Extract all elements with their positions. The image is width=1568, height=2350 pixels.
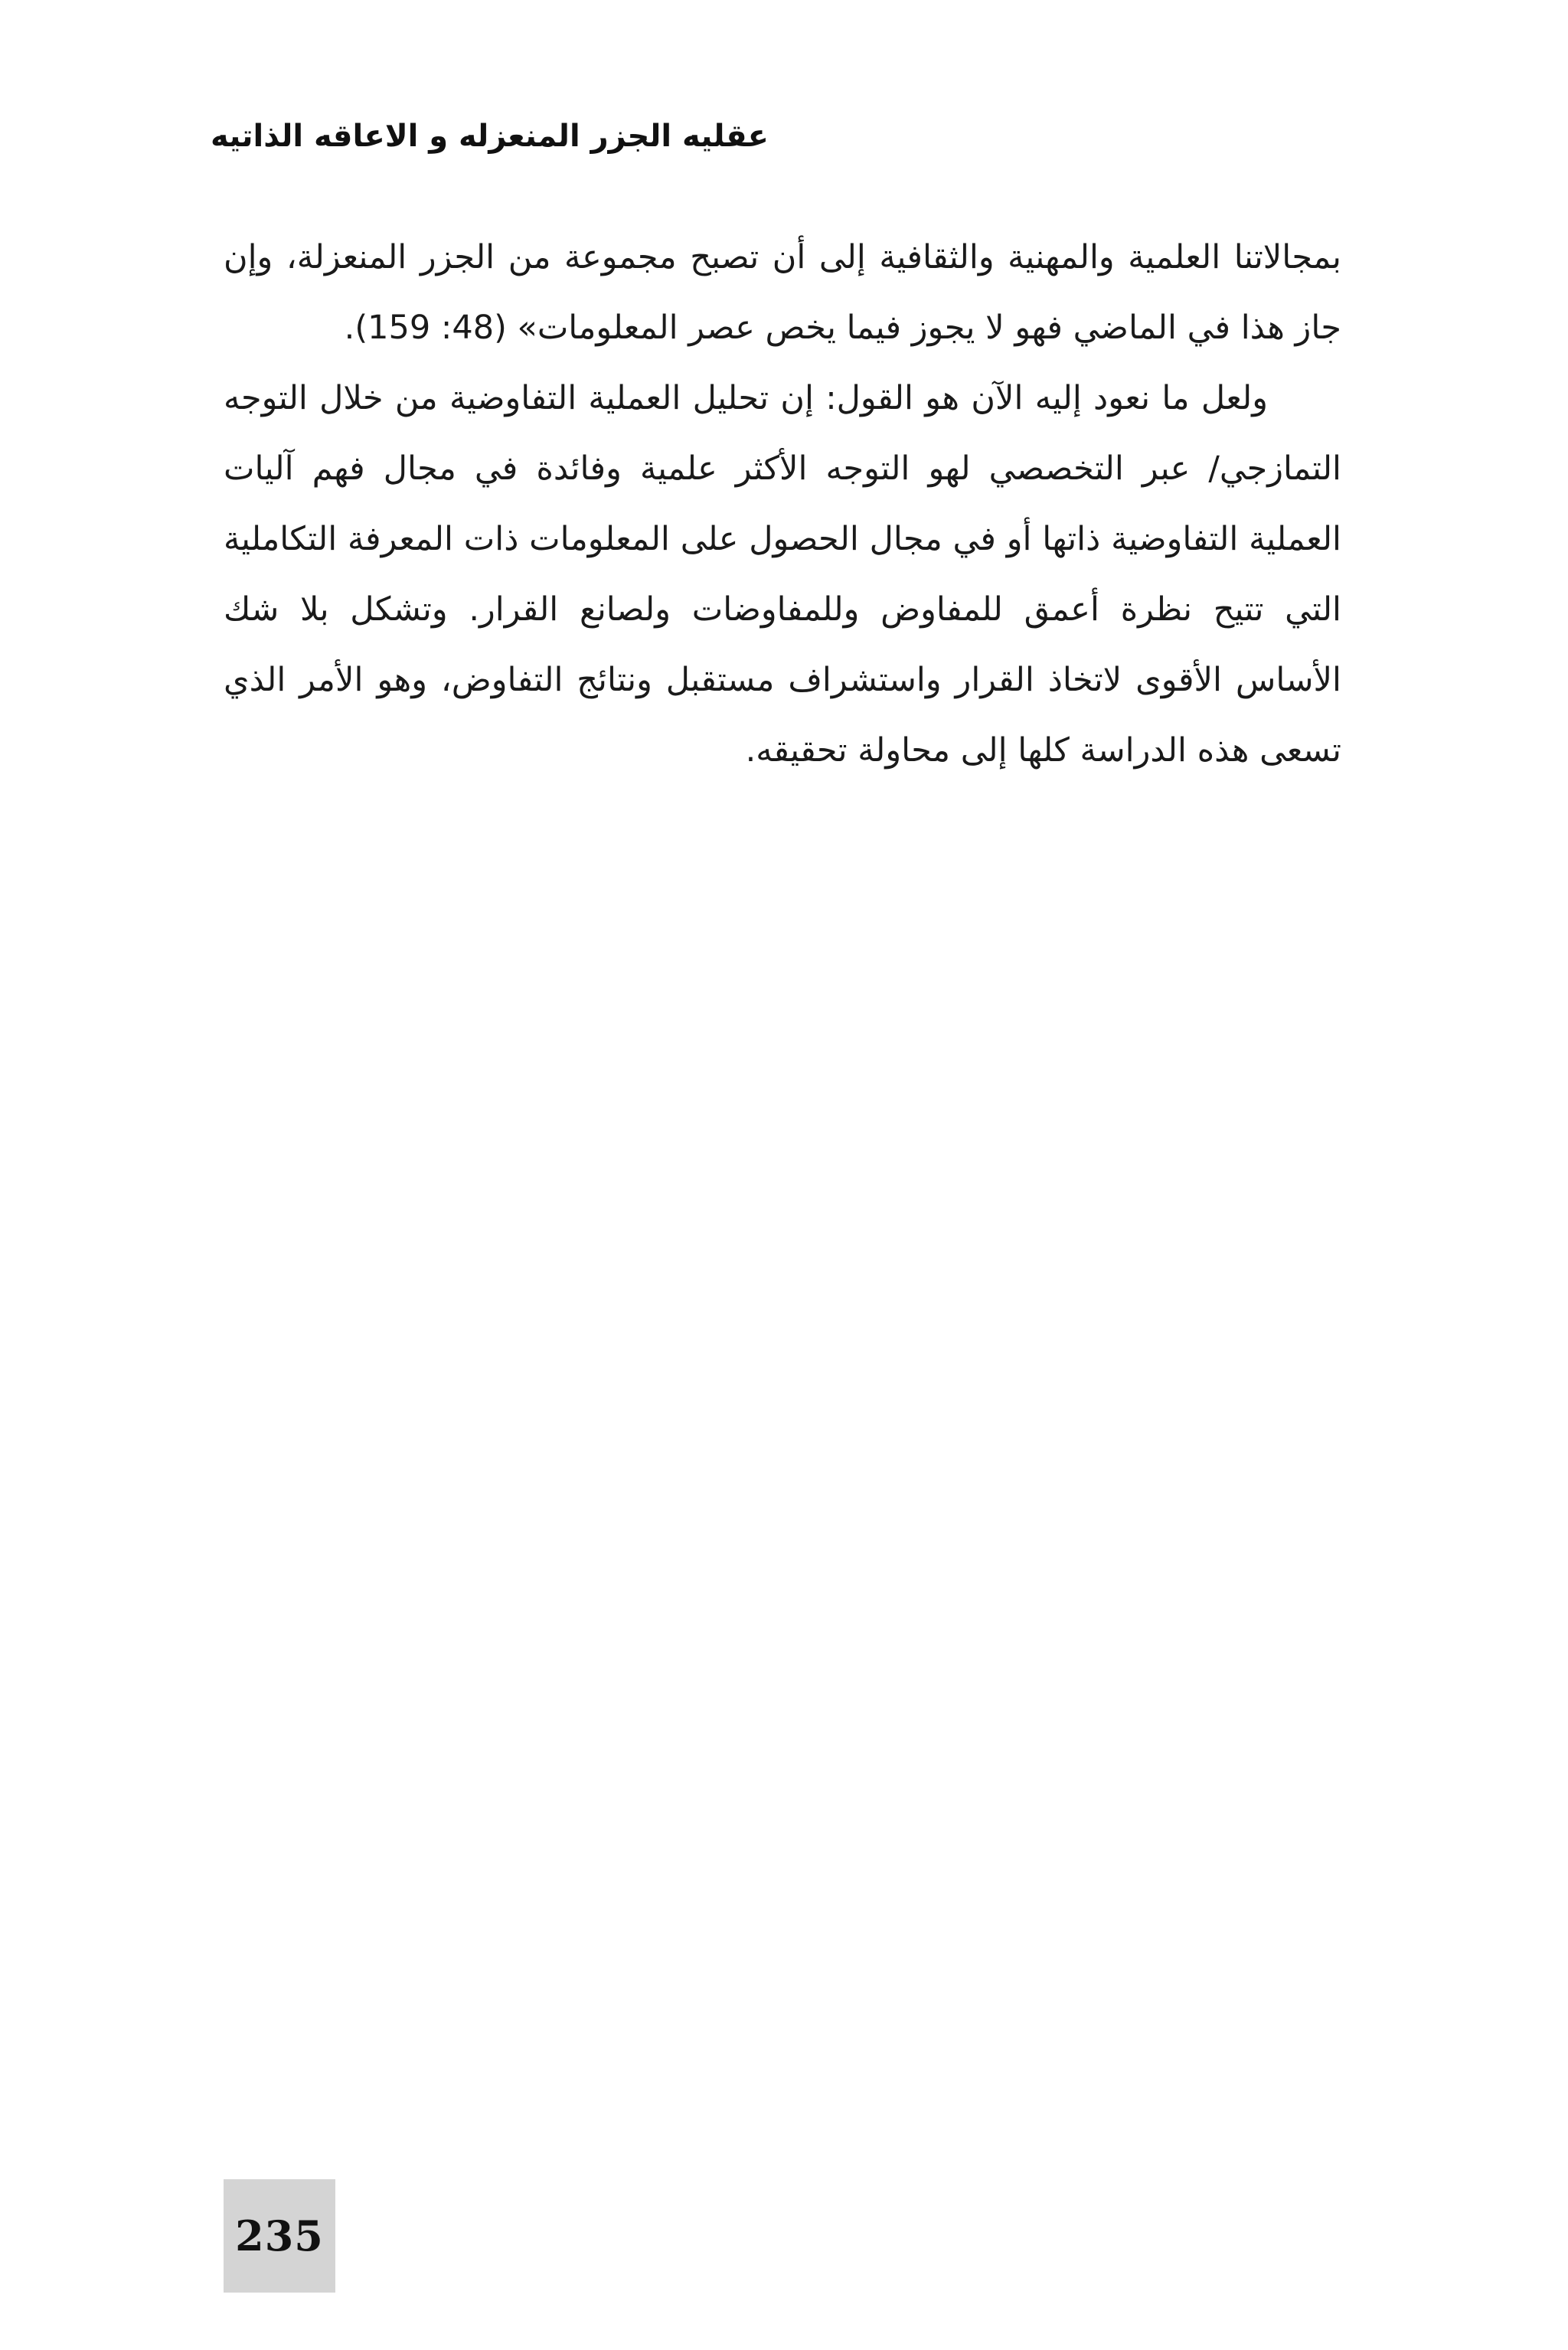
body-text [224,222,1341,786]
page-number: 235 [235,2211,324,2260]
book-title: عقليه الجزر المنعزله و الاعاقه الذاتيه [210,119,769,154]
paragraph: ولعل ما نعود إليه الآن هو القول: إن تحليل العملية التفاوضية من خلال التوجه التمازجي/ عبر التخصصي لهو التوجه الأكثر علمية وفائدة في مجال فهم آليات العملية التفاوضية ذاتها أو في مجال الحصول على المعلومات ذات المعرفة التكاملية التي تتيح نظرة أعمق للمفاوض وللمفاوضات ولصانع القرار. وتشكل بلا شك الأساس الأقوى لاتخاذ القرار واستشراف مستقبل ونتائج التفاوض، وهو الأمر الذي تسعى هذه الدراسة كلها إلى محاولة تحقيقه. [224,379,1341,770]
running-header [187,113,769,159]
page-number-box [224,2179,335,2293]
paragraph-continued: بمجالاتنا العلمية والمهنية والثقافية إلى أن تصبح مجموعة من الجزر المنعزلة، وإن جاز هذا في الماضي فهو لا يجوز فيما يخص عصر المعلومات» (48: 159). [224,238,1341,347]
